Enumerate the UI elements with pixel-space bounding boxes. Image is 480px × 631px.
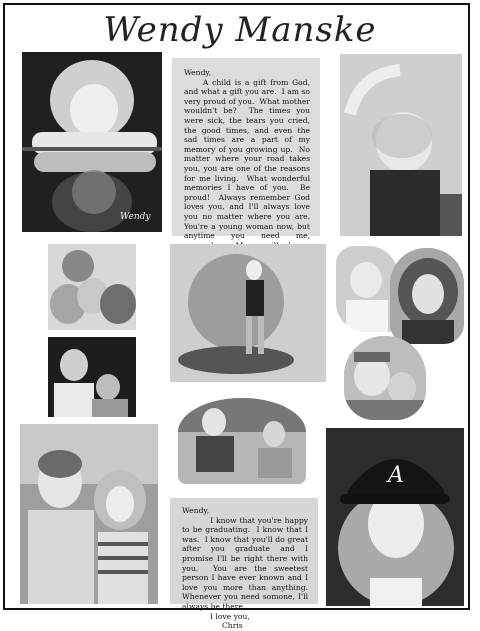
photo-exercise-ball xyxy=(170,244,326,382)
photo-baby xyxy=(336,246,398,332)
photo-man-and-girl xyxy=(344,336,426,420)
chris-letter-signature: Chris xyxy=(222,621,243,631)
photo-two-girls-outdoors xyxy=(178,398,306,484)
chris-letter xyxy=(170,498,318,631)
photo-toddler xyxy=(340,54,462,236)
photo-girl-in-cap xyxy=(326,428,464,606)
photo-three-faces xyxy=(48,244,136,330)
mother-letter xyxy=(172,58,320,241)
chris-letter-body: I know that you're happy to be graduating. I know that I was. I know that you'll do great after you graduate and I promise I'll be right there with you. You are the sweetest person I have ever known and I love you more than anything. Whenever you need somone, I'll always be there. xyxy=(182,515,313,611)
photo-two-people xyxy=(48,337,136,417)
chris-letter-closing: I love you, xyxy=(210,611,250,621)
page-title: Wendy Manske xyxy=(103,10,377,50)
photo-couple xyxy=(20,424,158,604)
mother-letter-salutation: Wendy, xyxy=(184,68,212,77)
svg-text:A: A xyxy=(388,463,404,488)
chris-letter-salutation: Wendy, xyxy=(182,506,210,515)
photo-portrait-reflection xyxy=(22,52,162,232)
portrait-signature: Wendy xyxy=(120,212,151,222)
mother-letter-body: A child is a gift from God, and what a gift you are. I am so very proud of you. What mother wouldn't be? The times you were sick, the tears you cried, the good times, and even the sad times are a part of my memory of you growing up. No matter where your road takes you, you are one of the reasons for me living. What wonderful memories I have of you. Be proud! Always remember God loves you, and I'll always love you no matter where you are. You're a young woman now, but anytime you need me, xyxy=(184,77,310,241)
photo-smiling-woman xyxy=(390,248,464,344)
